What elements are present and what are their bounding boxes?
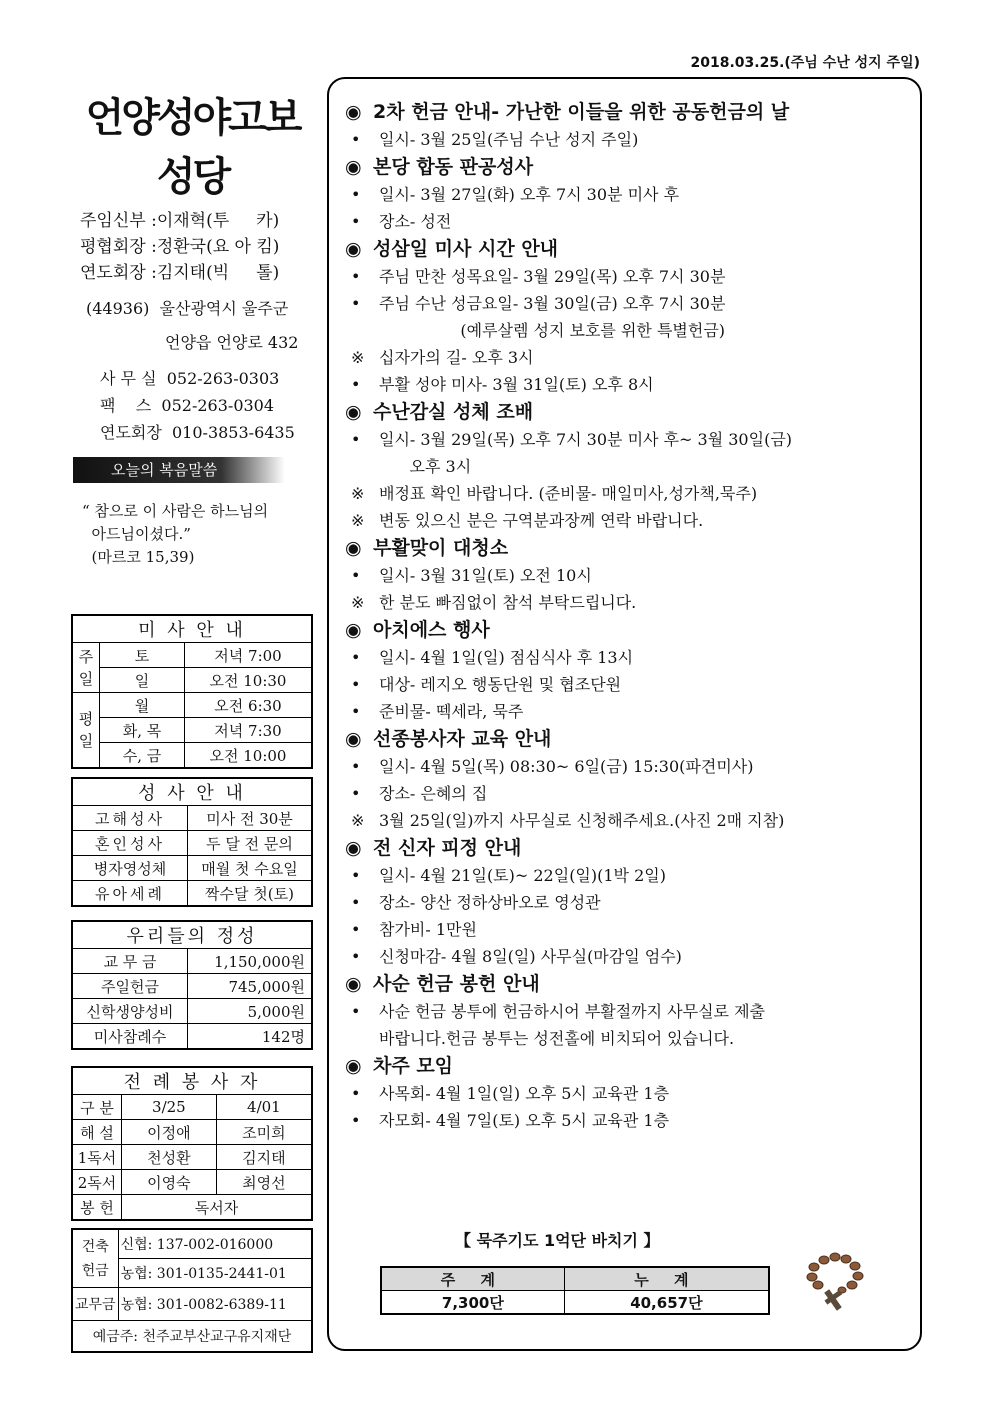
notice-text: 참가비- 1만원	[379, 920, 477, 939]
bullseye-icon: ◉	[345, 537, 362, 559]
building-account: 신협: 137-002-016000	[118, 1229, 312, 1259]
notice-title: 수난감실 성체 조배	[373, 401, 534, 423]
bullet-icon: •	[351, 566, 361, 585]
address-line2: 언양읍 언양로 432	[165, 333, 299, 352]
minister-name: 천성환	[122, 1145, 217, 1170]
mass-time: 오전 10:00	[185, 743, 313, 769]
sacraments-table	[71, 777, 313, 907]
notice-line	[345, 453, 915, 480]
minister-name: 조미희	[216, 1120, 312, 1145]
ministers-title: 전 례 봉 사 자	[72, 1067, 312, 1095]
bullet-icon: •	[351, 920, 361, 939]
notice-text: 변동 있으신 분은 구역분과장께 연락 바랍니다.	[379, 511, 704, 530]
rosary-table	[380, 1266, 770, 1315]
notice-text: (예루살렘 성지 보호를 위한 특별헌금)	[379, 321, 726, 340]
gospel-line: (마르코 15,39)	[82, 548, 195, 566]
notice-title: 사순 헌금 봉헌 안내	[373, 973, 540, 995]
minister-name: 최영선	[216, 1170, 312, 1195]
notice-line	[345, 263, 915, 290]
gospel-quote	[82, 500, 268, 569]
notice-line	[345, 807, 915, 834]
offering-name: 미사참례수	[72, 1024, 188, 1050]
notice-title: 전 신자 피정 안내	[373, 837, 522, 859]
notice-line	[345, 1025, 915, 1052]
notice-title: 차주 모임	[373, 1055, 454, 1077]
bullseye-icon: ◉	[345, 973, 362, 995]
mass-day: 월	[100, 693, 185, 718]
sacrament-name: 유아세례	[72, 881, 188, 907]
date: 2018.03.25.(주님 수난 성지 주일)	[690, 55, 920, 71]
notice-text: 오후 3시	[379, 457, 472, 476]
clergy-list	[80, 208, 279, 286]
gospel-line: 아드님이셨다.”	[82, 525, 191, 543]
notice-text: 자모회- 4월 7일(토) 오후 5시 교육관 1층	[379, 1111, 670, 1130]
mass-day: 수, 금	[100, 743, 185, 769]
notice-text: 준비물- 떽세라, 묵주	[379, 702, 524, 721]
sacrament-info: 짝수달 첫(토)	[188, 881, 313, 907]
bullseye-icon: ◉	[345, 101, 362, 123]
notice-line	[345, 589, 915, 616]
bullseye-icon: ◉	[345, 837, 362, 859]
rosary-week-count: 7,300단	[381, 1291, 564, 1315]
minister-name: 독서자	[122, 1195, 313, 1221]
parish-name-suffix: 성당	[156, 154, 229, 200]
notice-line	[345, 998, 915, 1025]
weekday-label: 평 일	[72, 693, 100, 769]
notice-text: 대상- 레지오 행동단원 및 협조단원	[379, 675, 622, 694]
notice-text: 주님 수난 성금요일- 3월 30일(금) 오후 7시 30분	[379, 294, 726, 313]
clergy-pastor: 주임신부 :이재혁(투 카)	[80, 211, 280, 231]
notice-line	[345, 698, 915, 725]
rosary-total-count: 40,657단	[564, 1291, 769, 1315]
accounts-table	[71, 1228, 313, 1353]
bullet-icon: •	[351, 893, 361, 912]
bullet-icon: •	[351, 294, 361, 313]
mass-time: 저녁 7:00	[185, 643, 313, 668]
notice-heading	[345, 154, 915, 181]
notice-line	[345, 344, 915, 371]
ministers-header: 3/25	[122, 1095, 217, 1120]
rosary-header-week: 주 계	[381, 1267, 564, 1291]
ministers-table	[71, 1066, 313, 1221]
notice-heading	[345, 535, 915, 562]
clergy-prayer-president: 연도회장 :김지태(빅 톨)	[80, 263, 280, 283]
offering-name: 교 무 금	[72, 949, 188, 974]
parish-name: 언양성야고보	[85, 95, 300, 141]
rosary-header-total: 누 계	[564, 1267, 769, 1291]
sacrament-name: 혼인성사	[72, 831, 188, 856]
bullseye-icon: ◉	[345, 619, 362, 641]
rosary-title: 【 묵주기도 1억단 바치기 】	[455, 1231, 660, 1250]
notice-text: 장소- 은혜의 집	[379, 784, 488, 803]
notice-text: 신청마감- 4월 8일(일) 사무실(마감일 엄수)	[379, 947, 682, 966]
offering-value: 142명	[188, 1024, 313, 1050]
offerings-table	[71, 920, 313, 1050]
sacrament-name: 병자영성체	[72, 856, 188, 881]
offerings-title: 우리들의 정성	[72, 921, 312, 949]
notice-heading	[345, 617, 915, 644]
notice-line	[345, 480, 915, 507]
notice-heading	[345, 1053, 915, 1080]
bullseye-icon: ◉	[345, 1055, 362, 1077]
contact-fax: 팩 스 052-263-0304	[100, 396, 275, 415]
reference-mark-icon: ※	[351, 593, 365, 612]
notice-text: 부활 성야 미사- 3월 31일(토) 오후 8시	[379, 375, 654, 394]
minister-role: 해 설	[72, 1120, 122, 1145]
notice-title: 본당 합동 판공성사	[373, 156, 534, 178]
notice-line	[345, 780, 915, 807]
bullseye-icon: ◉	[345, 238, 362, 260]
bullet-icon: •	[351, 947, 361, 966]
bullseye-icon: ◉	[345, 156, 362, 178]
notice-line	[345, 317, 915, 344]
notice-heading	[345, 726, 915, 753]
notice-text: 3월 25일(일)까지 사무실로 신청해주세요.(사진 2매 지참)	[379, 811, 785, 830]
notice-text: 바랍니다.헌금 봉투는 성전홀에 비치되어 있습니다.	[379, 1029, 735, 1048]
notice-text: 일시- 3월 27일(화) 오후 7시 30분 미사 후	[379, 185, 680, 204]
offering-name: 신학생양성비	[72, 999, 188, 1024]
mass-time: 저녁 7:30	[185, 718, 313, 743]
minister-role: 봉 헌	[72, 1195, 122, 1221]
notice-heading	[345, 971, 915, 998]
ministers-header: 4/01	[216, 1095, 312, 1120]
minister-role: 1독서	[72, 1145, 122, 1170]
notice-text: 사목회- 4월 1일(일) 오후 5시 교육관 1층	[379, 1084, 670, 1103]
minister-name: 이영숙	[122, 1170, 217, 1195]
bullet-icon: •	[351, 130, 361, 149]
notice-line	[345, 1080, 915, 1107]
minister-name: 이정애	[122, 1120, 217, 1145]
notice-text: 일시- 4월 21일(토)~ 22일(일)(1박 2일)	[379, 866, 666, 885]
notice-text: 배정표 확인 바랍니다. (준비물- 매일미사,성가책,묵주)	[379, 484, 758, 503]
notice-title: 성삼일 미사 시간 안내	[373, 238, 559, 260]
bullet-icon: •	[351, 430, 361, 449]
notice-text: 장소- 성전	[379, 212, 452, 231]
bullet-icon: •	[351, 675, 361, 694]
notice-list	[345, 98, 915, 1134]
bullet-icon: •	[351, 757, 361, 776]
notice-line	[345, 426, 915, 453]
mass-time: 오전 10:30	[185, 668, 313, 693]
bullet-icon: •	[351, 185, 361, 204]
bullet-icon: •	[351, 784, 361, 803]
bullet-icon: •	[351, 1002, 361, 1021]
account-holder: 예금주: 천주교부산교구유지재단	[72, 1321, 312, 1353]
notice-text: 사순 헌금 봉투에 헌금하시어 부활절까지 사무실로 제출	[379, 1002, 766, 1021]
bullet-icon: •	[351, 702, 361, 721]
notice-line	[345, 943, 915, 970]
bullseye-icon: ◉	[345, 401, 362, 423]
sacrament-info: 두 달 전 문의	[188, 831, 313, 856]
notice-text: 일시- 4월 5일(목) 08:30~ 6일(금) 15:30(파견미사)	[379, 757, 754, 776]
tithe-label: 교무금	[72, 1288, 118, 1321]
reference-mark-icon: ※	[351, 484, 365, 503]
mass-title: 미 사 안 내	[72, 615, 312, 643]
minister-name: 김지태	[216, 1145, 312, 1170]
notice-heading	[345, 399, 915, 426]
notice-line	[345, 562, 915, 589]
mass-time: 오전 6:30	[185, 693, 313, 718]
tithe-account: 농협: 301-0082-6389-11	[118, 1288, 312, 1321]
contact-office: 사 무 실 052-263-0303	[100, 369, 280, 388]
notice-text: 장소- 양산 정하상바오로 영성관	[379, 893, 601, 912]
mass-day: 화, 목	[100, 718, 185, 743]
building-account: 농협: 301-0135-2441-01	[118, 1259, 312, 1288]
notice-text: 일시- 3월 29일(목) 오후 7시 30분 미사 후~ 3월 30일(금)	[379, 430, 793, 449]
bullseye-icon: ◉	[345, 728, 362, 750]
sacrament-info: 매월 첫 수요일	[188, 856, 313, 881]
notice-line	[345, 644, 915, 671]
address-line1: (44936) 울산광역시 울주군	[86, 299, 289, 318]
bullet-icon: •	[351, 866, 361, 885]
notice-line	[345, 208, 915, 235]
building-fund-label: 건축 헌금	[72, 1229, 118, 1288]
minister-role: 2독서	[72, 1170, 122, 1195]
bullet-icon: •	[351, 212, 361, 231]
notice-line	[345, 290, 915, 317]
bullet-icon: •	[351, 267, 361, 286]
bullet-icon: •	[351, 648, 361, 667]
notice-line	[345, 916, 915, 943]
contact-prayer: 연도회장 010-3853-6435	[100, 423, 295, 442]
notice-text: 한 분도 빠짐없이 참석 부탁드립니다.	[379, 593, 637, 612]
notice-title: 부활맞이 대청소	[373, 537, 509, 559]
notice-text: 일시- 4월 1일(일) 점심식사 후 13시	[379, 648, 634, 667]
gospel-heading: 오늘의 복음말씀	[73, 457, 285, 483]
mass-schedule-table	[71, 614, 313, 769]
offering-value: 745,000원	[188, 974, 313, 999]
gospel-line: “ 참으로 이 사람은 하느님의	[82, 502, 269, 520]
bullet-icon: •	[351, 1111, 361, 1130]
offering-value: 1,150,000원	[188, 949, 313, 974]
notice-text: 십자가의 길- 오후 3시	[379, 348, 534, 367]
offering-name: 주일헌금	[72, 974, 188, 999]
notice-title: 2차 헌금 안내- 가난한 이들을 위한 공동헌금의 날	[373, 101, 790, 123]
clergy-council-president: 평협회장 :정환국(요 아 킴)	[80, 237, 280, 257]
rosary-icon	[800, 1245, 870, 1319]
mass-day: 토	[100, 643, 185, 668]
bullet-icon: •	[351, 1084, 361, 1103]
notice-line	[345, 181, 915, 208]
notice-text: 일시- 3월 25일(주님 수난 성지 주일)	[379, 130, 639, 149]
notice-text: 일시- 3월 31일(토) 오전 10시	[379, 566, 592, 585]
bullet-icon: •	[351, 375, 361, 394]
reference-mark-icon: ※	[351, 511, 365, 530]
notice-title: 선종봉사자 교육 안내	[373, 728, 552, 750]
notice-text: 주님 만찬 성목요일- 3월 29일(목) 오후 7시 30분	[379, 267, 726, 286]
notice-heading	[345, 835, 915, 862]
notice-heading	[345, 99, 915, 126]
sunday-label: 주 일	[72, 643, 100, 693]
mass-day: 일	[100, 668, 185, 693]
notice-line	[345, 889, 915, 916]
notice-title: 아치에스 행사	[373, 619, 490, 641]
notice-line	[345, 126, 915, 153]
contacts	[100, 365, 295, 446]
notice-heading	[345, 236, 915, 263]
sacrament-info: 미사 전 30분	[188, 806, 313, 831]
notice-line	[345, 371, 915, 398]
reference-mark-icon: ※	[351, 811, 365, 830]
notice-line	[345, 507, 915, 534]
notice-line	[345, 1107, 915, 1134]
notice-line	[345, 862, 915, 889]
ministers-header: 구 분	[72, 1095, 122, 1120]
offering-value: 5,000원	[188, 999, 313, 1024]
notice-line	[345, 671, 915, 698]
reference-mark-icon: ※	[351, 348, 365, 367]
notice-line	[345, 753, 915, 780]
sacraments-title: 성 사 안 내	[72, 778, 312, 806]
sacrament-name: 고해성사	[72, 806, 188, 831]
